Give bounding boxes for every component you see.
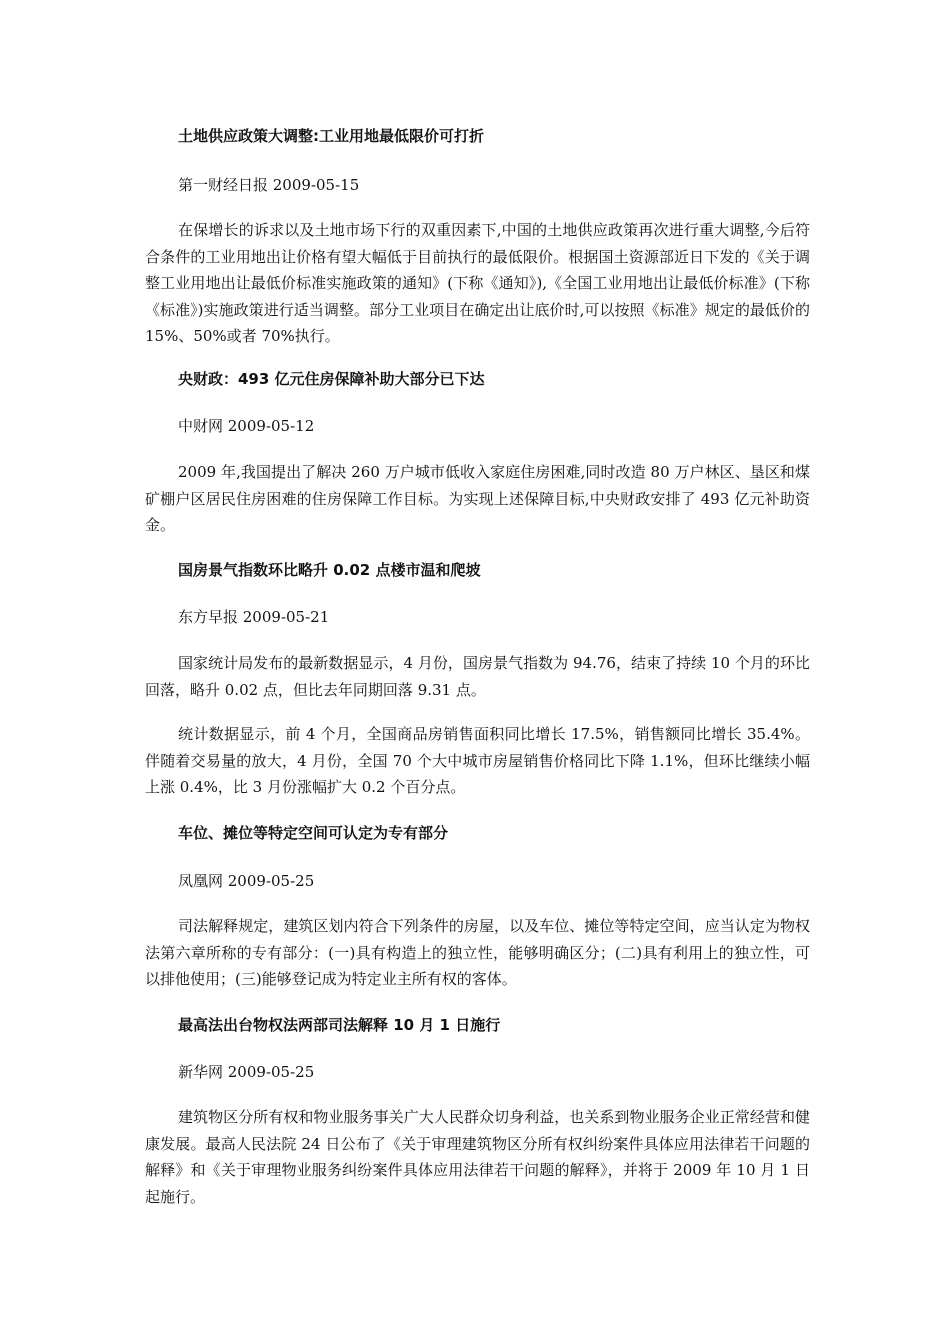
article-source: 第一财经日报 2009-05-15 (178, 176, 360, 194)
article-title: 土地供应政策大调整:工业用地最低限价可打折 (178, 127, 485, 145)
article-paragraph: 国家统计局发布的最新数据显示，4 月份，国房景气指数为 94.76，结束了持续 10 个月的环比回落，略升 0.02 点，但比去年同期回落 9.31 点。 (145, 654, 810, 699)
article-title: 最高法出台物权法两部司法解释 10 月 1 日施行 (178, 1016, 501, 1034)
article-paragraph: 建筑物区分所有权和物业服务事关广大人民群众切身利益，也关系到物业服务企业正常经营和健康发展。最高人民法院 24 日公布了《关于审理建筑物区分所有权纠纷案件具体应用法律若干问题的解释》和《关于审理物业服务纠纷案件具体应用法律若干问题的解释》，并将于 2009 年 10 月 1 日起施行。 (145, 1108, 810, 1206)
article-source: 中财网 2009-05-12 (178, 417, 315, 435)
article-paragraph: 统计数据显示，前 4 个月，全国商品房销售面积同比增长 17.5%，销售额同比增长 35.4%。伴随着交易量的放大，4 月份，全国 70 个大中城市房屋销售价格同比下降 1.1%，但环比继续小幅上涨 0.4%，比 3 月份涨幅扩大 0.2 个百分点。 (145, 725, 810, 796)
article-paragraph: 2009 年,我国提出了解决 260 万户城市低收入家庭住房困难,同时改造 80 万户林区、垦区和煤矿棚户区居民住房困难的住房保障工作目标。为实现上述保障目标,中央财政安排了 493 亿元补助资金。 (145, 463, 810, 534)
article-paragraph: 在保增长的诉求以及土地市场下行的双重因素下,中国的土地供应政策再次进行重大调整,今后符合条件的工业用地出让价格有望大幅低于目前执行的最低限价。根据国土资源部近日下发的《关于调整工业用地出让最低价标准实施政策的通知》(下称《通知》),《全国工业用地出让最低价标准》(下称《标准》)实施政策进行适当调整。部分工业项目在确定出让底价时,可以按照《标准》规定的最低价的 15%、50%或者 70%执行。 (145, 221, 810, 345)
article-title: 车位、摊位等特定空间可认定为专有部分 (178, 824, 449, 842)
article-source: 东方早报 2009-05-21 (178, 608, 330, 626)
article-paragraph: 司法解释规定，建筑区划内符合下列条件的房屋，以及车位、摊位等特定空间，应当认定为物权法第六章所称的专有部分：(一)具有构造上的独立性，能够明确区分；(二)具有利用上的独立性，可以排他使用；(三)能够登记成为特定业主所有权的客体。 (145, 917, 810, 988)
article-source: 新华网 2009-05-25 (178, 1063, 315, 1081)
article-title: 央财政：493 亿元住房保障补助大部分已下达 (178, 370, 485, 388)
article-source: 凤凰网 2009-05-25 (178, 872, 315, 890)
article-title: 国房景气指数环比略升 0.02 点楼市温和爬坡 (178, 561, 481, 579)
